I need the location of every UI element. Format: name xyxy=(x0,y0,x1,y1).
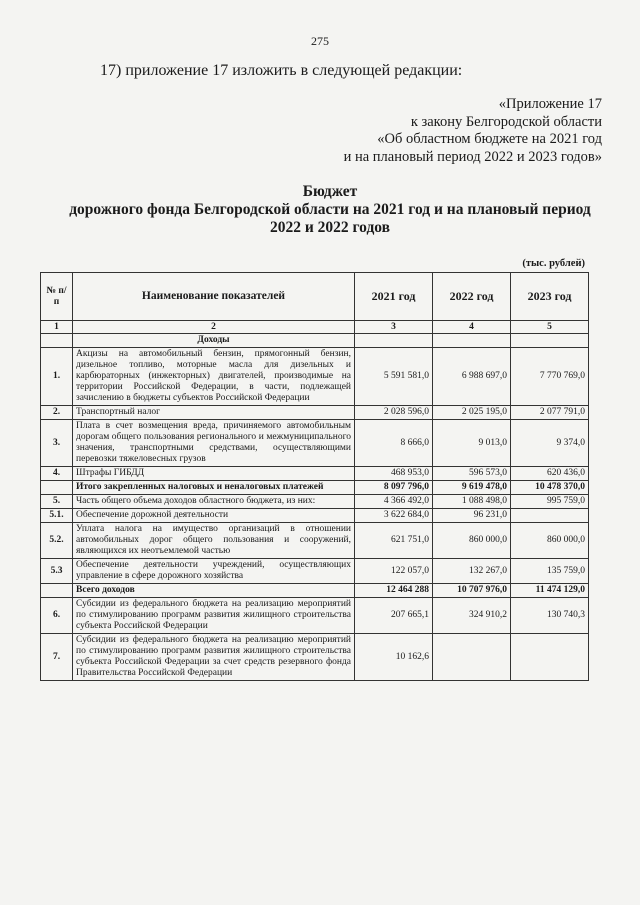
value-2021: 5 591 581,0 xyxy=(355,348,433,406)
table-row xyxy=(41,584,589,598)
document-title xyxy=(50,183,610,237)
column-number: 3 xyxy=(355,321,433,334)
table-row xyxy=(41,420,589,467)
column-numbers-row xyxy=(41,321,589,334)
row-name: Итого закрепленных налоговых и неналоговых платежей xyxy=(73,481,355,495)
row-name: Плата в счет возмещения вреда, причиняемого автомобильным дорогам общего пользования регионального и межмуниципального значения, транспортными средствами, осуществляющими перевозки тяжеловесных грузов xyxy=(73,420,355,467)
title-line: дорожного фонда Белгородской области на 2021 год и на плановый период xyxy=(69,201,591,218)
row-number: 7. xyxy=(41,634,73,681)
table-row xyxy=(41,598,589,634)
table-row xyxy=(41,467,589,481)
row-number: 1. xyxy=(41,348,73,406)
row-number: 2. xyxy=(41,406,73,420)
value-2022: 2 025 195,0 xyxy=(433,406,511,420)
value-2022: 324 910,2 xyxy=(433,598,511,634)
row-number: 5.1. xyxy=(41,509,73,523)
value-2021: 122 057,0 xyxy=(355,559,433,584)
row-number: 4. xyxy=(41,467,73,481)
value-2021: 10 162,6 xyxy=(355,634,433,681)
row-number: 3. xyxy=(41,420,73,467)
value-2021: 3 622 684,0 xyxy=(355,509,433,523)
appendix-line: и на плановый период 2022 и 2023 годов» xyxy=(343,148,602,165)
value-2021: 207 665,1 xyxy=(355,598,433,634)
value-2022 xyxy=(433,634,511,681)
table-row xyxy=(41,348,589,406)
intro-text: 17) приложение 17 изложить в следующей редакции: xyxy=(100,62,463,79)
value-2021: 621 751,0 xyxy=(355,523,433,559)
table-row xyxy=(41,523,589,559)
value-2023: 995 759,0 xyxy=(511,495,589,509)
value-2023 xyxy=(511,509,589,523)
value-2023: 135 759,0 xyxy=(511,559,589,584)
title-line: Бюджет xyxy=(302,183,358,200)
row-number xyxy=(41,481,73,495)
row-name: Транспортный налог xyxy=(73,406,355,420)
row-name: Всего доходов xyxy=(73,584,355,598)
row-number: 5. xyxy=(41,495,73,509)
value-2023: 7 770 769,0 xyxy=(511,348,589,406)
value-2023: 11 474 129,0 xyxy=(511,584,589,598)
row-name: Обеспечение дорожной деятельности xyxy=(73,509,355,523)
value-2022: 596 573,0 xyxy=(433,467,511,481)
appendix-line: «Приложение 17 xyxy=(498,96,602,112)
value-2021: 8 097 796,0 xyxy=(355,481,433,495)
column-number: 5 xyxy=(511,321,589,334)
appendix-line: к закону Белгородской области xyxy=(410,113,602,130)
table-row xyxy=(41,509,589,523)
value-2022: 9 013,0 xyxy=(433,420,511,467)
column-number: 1 xyxy=(41,321,73,334)
value-2022: 96 231,0 xyxy=(433,509,511,523)
value-2022: 10 707 976,0 xyxy=(433,584,511,598)
row-name: Часть общего объема доходов областного бюджета, из них: xyxy=(73,495,355,509)
header-year-2021: 2021 год xyxy=(355,273,433,321)
value-2022: 1 088 498,0 xyxy=(433,495,511,509)
value-2022: 860 000,0 xyxy=(433,523,511,559)
column-number: 2 xyxy=(73,321,355,334)
value-2022: 9 619 478,0 xyxy=(433,481,511,495)
value-2021: 8 666,0 xyxy=(355,420,433,467)
table-row xyxy=(41,481,589,495)
row-name: Штрафы ГИБДД xyxy=(73,467,355,481)
title-line: 2022 и 2022 годов xyxy=(269,219,391,236)
table-header-row xyxy=(41,273,589,321)
budget-table xyxy=(40,272,589,681)
row-name: Обеспечение деятельности учреждений, осуществляющих управление в сфере дорожного хозяйства xyxy=(73,559,355,584)
row-number xyxy=(41,584,73,598)
row-name: Субсидии из федерального бюджета на реализацию мероприятий по стимулированию программ развития жилищного строительства субъекта Российской Федерации xyxy=(73,598,355,634)
row-number: 5.2. xyxy=(41,523,73,559)
value-2023: 620 436,0 xyxy=(511,467,589,481)
value-2023: 860 000,0 xyxy=(511,523,589,559)
row-name: Субсидии из федерального бюджета на реализацию мероприятий по стимулированию программ развития жилищного строительства субъекта Российской Федерации за счет средств резервного фонда Правительства Российской Федерации xyxy=(73,634,355,681)
value-2021: 2 028 596,0 xyxy=(355,406,433,420)
table-row xyxy=(41,406,589,420)
row-number: 6. xyxy=(41,598,73,634)
section-row xyxy=(41,334,589,348)
header-year-2022: 2022 год xyxy=(433,273,511,321)
value-2023: 2 077 791,0 xyxy=(511,406,589,420)
page-number: 275 xyxy=(311,34,329,48)
value-2023: 9 374,0 xyxy=(511,420,589,467)
value-2023: 130 740,3 xyxy=(511,598,589,634)
table-row xyxy=(41,634,589,681)
value-2021: 12 464 288 xyxy=(355,584,433,598)
value-2023 xyxy=(511,634,589,681)
header-name: Наименование показателей xyxy=(73,273,355,321)
table-row xyxy=(41,495,589,509)
appendix-header xyxy=(344,96,602,166)
units-label: (тыс. рублей) xyxy=(522,258,585,269)
column-number: 4 xyxy=(433,321,511,334)
row-number: 5.3 xyxy=(41,559,73,584)
value-2023: 10 478 370,0 xyxy=(511,481,589,495)
row-name: Уплата налога на имущество организаций в отношении автомобильных дорог общего пользования и сооружений, являющихся их неотъемлемой частью xyxy=(73,523,355,559)
value-2022: 6 988 697,0 xyxy=(433,348,511,406)
value-2021: 468 953,0 xyxy=(355,467,433,481)
section-title: Доходы xyxy=(73,334,355,348)
header-year-2023: 2023 год xyxy=(511,273,589,321)
value-2021: 4 366 492,0 xyxy=(355,495,433,509)
table-row xyxy=(41,559,589,584)
value-2022: 132 267,0 xyxy=(433,559,511,584)
row-name: Акцизы на автомобильный бензин, прямогонный бензин, дизельное топливо, моторные масла для дизельных и карбюраторных (инжекторных) двигателей, производимые на территории Российской Федерации, в части, подлежащей зачислению в бюджеты субъектов Российской Федерации xyxy=(73,348,355,406)
appendix-line: «Об областном бюджете на 2021 год xyxy=(377,131,602,147)
header-num: № п/п xyxy=(41,273,73,321)
